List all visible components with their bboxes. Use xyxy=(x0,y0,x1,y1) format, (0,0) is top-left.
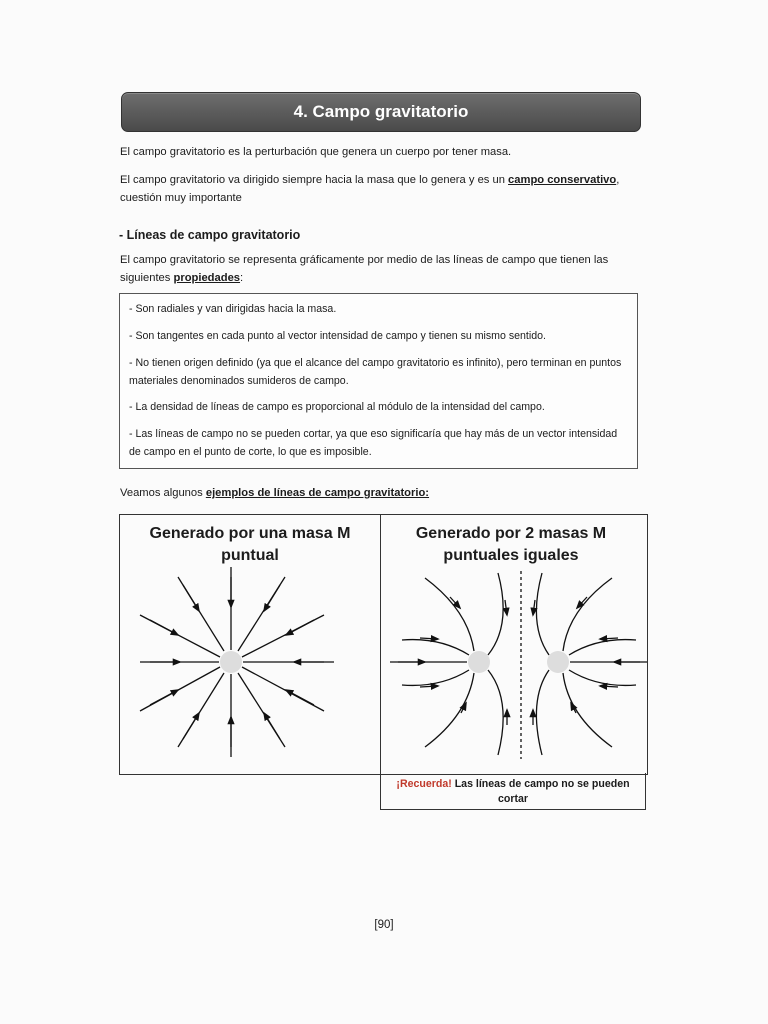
two-masses-diagram xyxy=(390,571,647,759)
reminder-label: ¡Recuerda! xyxy=(396,778,452,790)
field-arrow xyxy=(264,585,280,611)
intro-p2-tail: , cuestión muy importante xyxy=(120,174,620,204)
field-arrow xyxy=(286,620,314,635)
field-arrow xyxy=(150,690,178,705)
examples-intro xyxy=(120,487,429,499)
field-line xyxy=(402,670,469,685)
property-item: - Las líneas de campo no se pueden cortar, ya que eso significaría que hay más de un vector intensidad de campo en el punto de corte, lo que es imposible. xyxy=(129,428,618,458)
field-lines-intro xyxy=(120,251,650,287)
campo-conservativo-term: campo conservativo xyxy=(508,174,617,186)
field-arrow xyxy=(150,620,178,635)
property-item: - Son tangentes en cada punto al vector intensidad de campo y tienen su mismo sentido. xyxy=(129,330,546,342)
field-lines-figure-table xyxy=(119,514,648,775)
field-line xyxy=(569,640,636,655)
field-line xyxy=(569,670,636,685)
field-arrow xyxy=(264,713,280,739)
intro-p2-text: El campo gravitatorio va dirigido siempre hacia la masa que lo genera y es un xyxy=(120,174,509,186)
field-line xyxy=(536,573,549,655)
field-arrow xyxy=(600,686,618,687)
field-line xyxy=(536,670,549,755)
field-line xyxy=(488,573,503,655)
properties-box xyxy=(119,293,638,469)
examples-intro-term: ejemplos de líneas de campo gravitatorio: xyxy=(205,487,430,499)
field-lines-intro-text: El campo gravitatorio se representa gráficamente por medio de las líneas de campo que tienen las siguientes xyxy=(120,254,609,284)
page-number: [90] xyxy=(374,919,394,931)
field-arrow xyxy=(420,638,438,639)
property-item: - La densidad de líneas de campo es proporcional al módulo de la intensidad del campo. xyxy=(129,401,545,413)
examples-intro-text: Veamos algunos xyxy=(120,487,206,499)
field-lines-heading: - Líneas de campo gravitatorio xyxy=(119,228,301,242)
property-item: - Son radiales y van dirigidas hacia la masa. xyxy=(129,303,337,315)
field-arrow xyxy=(286,690,314,705)
field-arrow xyxy=(420,686,438,687)
two-masses-title: Generado por 2 masas M puntuales iguales xyxy=(415,525,607,564)
field-arrow xyxy=(183,585,199,611)
point-mass-left xyxy=(468,651,490,673)
single-mass-title: Generado por una masa M puntual xyxy=(149,525,351,564)
field-arrow xyxy=(183,713,199,739)
field-arrow xyxy=(505,600,507,615)
field-line xyxy=(488,670,503,755)
reminder-note xyxy=(380,773,646,810)
field-lines-diagram xyxy=(120,515,647,774)
field-lines-intro-colon: : xyxy=(240,272,244,284)
reminder-text: Las líneas de campo no se pueden cortar xyxy=(451,778,630,805)
section-title: 4. Campo gravitatorio xyxy=(121,92,641,132)
field-arrow xyxy=(600,638,618,639)
intro-paragraph-2 xyxy=(120,171,650,207)
field-arrow xyxy=(533,600,535,615)
field-line xyxy=(563,578,612,651)
propiedades-term: propiedades xyxy=(173,272,241,284)
point-mass xyxy=(220,651,242,673)
intro-paragraph-1: El campo gravitatorio es la perturbación que genera un cuerpo por tener masa. xyxy=(120,146,512,158)
field-line xyxy=(425,578,474,651)
point-mass-right xyxy=(547,651,569,673)
field-line xyxy=(402,640,469,655)
property-item: - No tienen origen definido (ya que el alcance del campo gravitatorio es infinito), pero terminan en puntos materiales denominados sumideros de campo. xyxy=(129,357,622,387)
single-mass-diagram xyxy=(140,567,334,757)
